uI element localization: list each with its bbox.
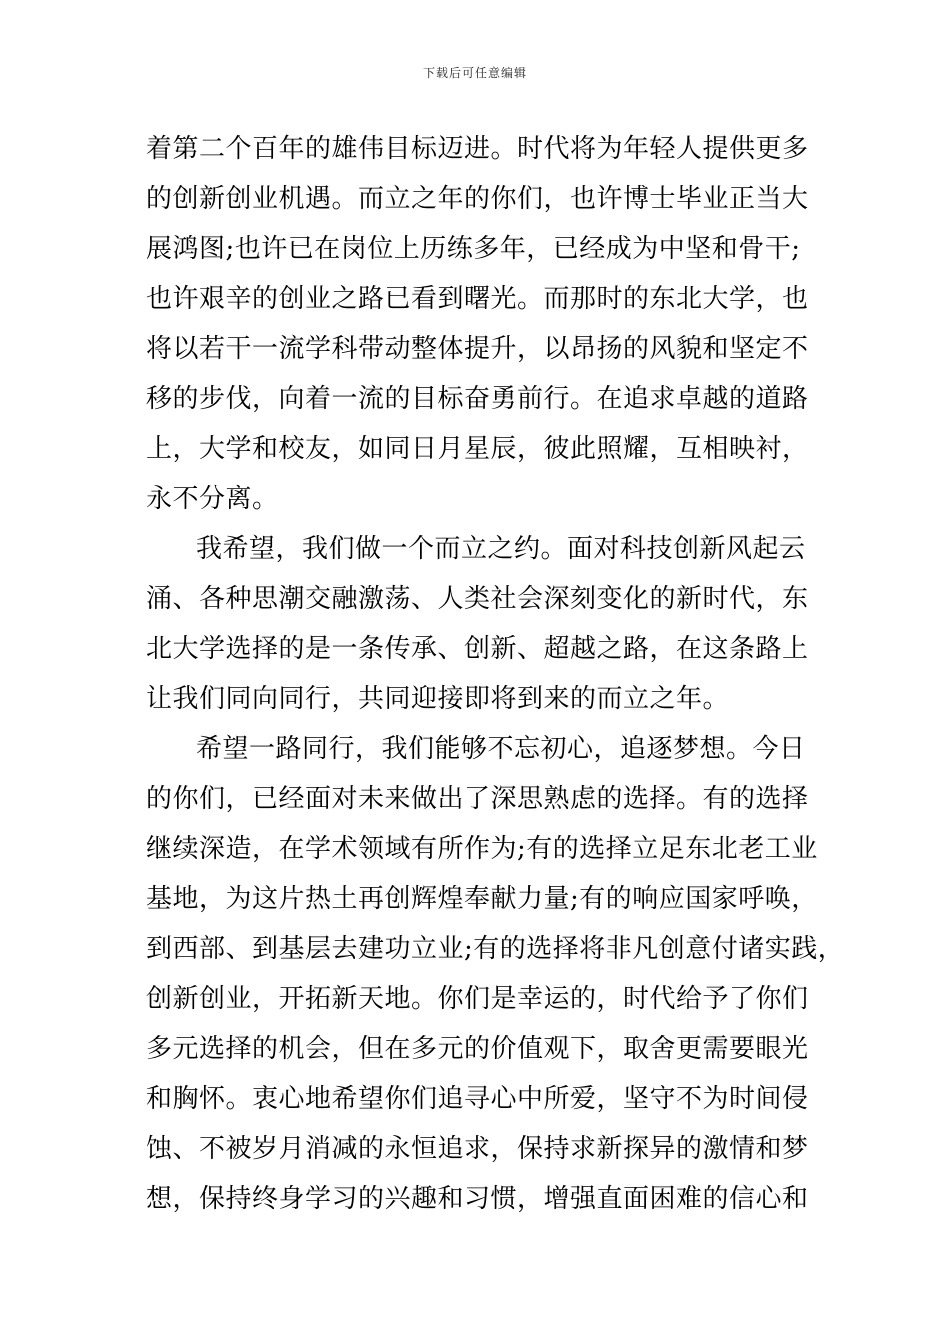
text-line: 也许艰辛的创业之路已看到曙光。而那时的东北大学，也 xyxy=(146,284,809,314)
text-line: 北大学选择的是一条传承、创新、超越之路，在这条路上 xyxy=(146,634,809,664)
paragraph-first-line: 我希望，我们做一个而立之约。面对科技创新风起云 xyxy=(196,534,806,564)
text-line: 多元选择的机会，但在多元的价值观下，取舍更需要眼光 xyxy=(146,1034,809,1064)
text-line: 上，大学和校友，如同日月星辰，彼此照耀，互相映衬， xyxy=(146,434,809,464)
text-line: 继续深造，在学术领域有所作为;有的选择立足东北老工业 xyxy=(146,834,818,864)
text-line: 让我们同向同行，共同迎接即将到来的而立之年。 xyxy=(146,684,730,714)
text-line: 展鸿图;也许已在岗位上历练多年，已经成为中坚和骨干; xyxy=(146,234,801,264)
text-line: 移的步伐，向着一流的目标奋勇前行。在追求卓越的道路 xyxy=(146,384,809,414)
paragraph-first-line: 希望一路同行，我们能够不忘初心，追逐梦想。今日 xyxy=(196,734,806,764)
text-line: 蚀、不被岁月消减的永恒追求，保持求新探异的激情和梦 xyxy=(146,1134,809,1164)
text-line: 着第二个百年的雄伟目标迈进。时代将为年轻人提供更多 xyxy=(146,134,809,164)
text-line: 涌、各种思潮交融激荡、人类社会深刻变化的新时代，东 xyxy=(146,584,809,614)
text-line: 想，保持终身学习的兴趣和习惯，增强直面困难的信心和 xyxy=(146,1184,809,1214)
text-line: 到西部、到基层去建功立业;有的选择将非凡创意付诸实践， xyxy=(146,934,845,964)
text-line: 基地，为这片热土再创辉煌奉献力量;有的响应国家呼唤， xyxy=(146,884,818,914)
text-line: 永不分离。 xyxy=(146,484,279,514)
text-line: 将以若干一流学科带动整体提升，以昂扬的风貌和坚定不 xyxy=(146,334,809,364)
text-line: 创新创业，开拓新天地。你们是幸运的，时代给予了你们 xyxy=(146,984,809,1014)
text-line: 和胸怀。衷心地希望你们追寻心中所爱，坚守不为时间侵 xyxy=(146,1084,809,1114)
text-line: 的你们，已经面对未来做出了深思熟虑的选择。有的选择 xyxy=(146,784,809,814)
page-header: 下载后可任意编辑 xyxy=(422,66,527,80)
text-line: 的创新创业机遇。而立之年的你们，也许博士毕业正当大 xyxy=(146,184,809,214)
